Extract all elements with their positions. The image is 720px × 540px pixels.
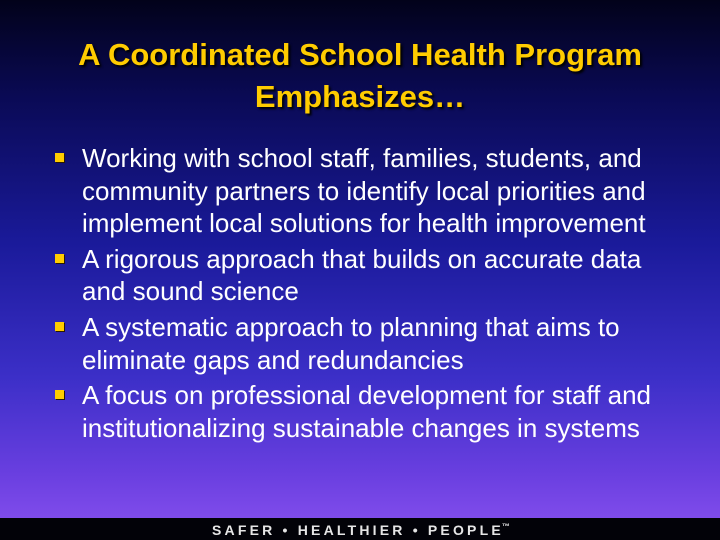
footer-bar xyxy=(0,518,720,540)
bullet-text: Working with school staff, families, students, and community partners to identify local priorities and implement local solutions for health improvement xyxy=(82,143,646,239)
square-bullet-icon xyxy=(55,390,64,399)
bullet-item xyxy=(50,311,690,376)
bullet-text: A rigorous approach that builds on accurate data and sound science xyxy=(82,243,642,307)
bullet-item xyxy=(50,142,690,240)
footer-tagline xyxy=(212,522,510,538)
title-line-2: Emphasizes… xyxy=(254,79,466,114)
square-bullet-icon xyxy=(55,153,64,162)
bullet-item xyxy=(50,379,690,444)
bullet-list xyxy=(50,142,690,447)
square-bullet-icon xyxy=(55,322,64,331)
bullet-item xyxy=(50,243,690,308)
bullet-text: A focus on professional development for staff and institutionalizing sustainable changes in systems xyxy=(82,380,651,443)
trademark-symbol: ™ xyxy=(501,522,510,531)
square-bullet-icon xyxy=(55,254,64,263)
title-line-1: A Coordinated School Health Program xyxy=(78,37,642,72)
bullet-text: A systematic approach to planning that aims to eliminate gaps and redundancies xyxy=(82,311,620,375)
tagline-text: SAFER • HEALTHIER • PEOPLE xyxy=(212,522,504,538)
slide-title xyxy=(0,34,720,118)
